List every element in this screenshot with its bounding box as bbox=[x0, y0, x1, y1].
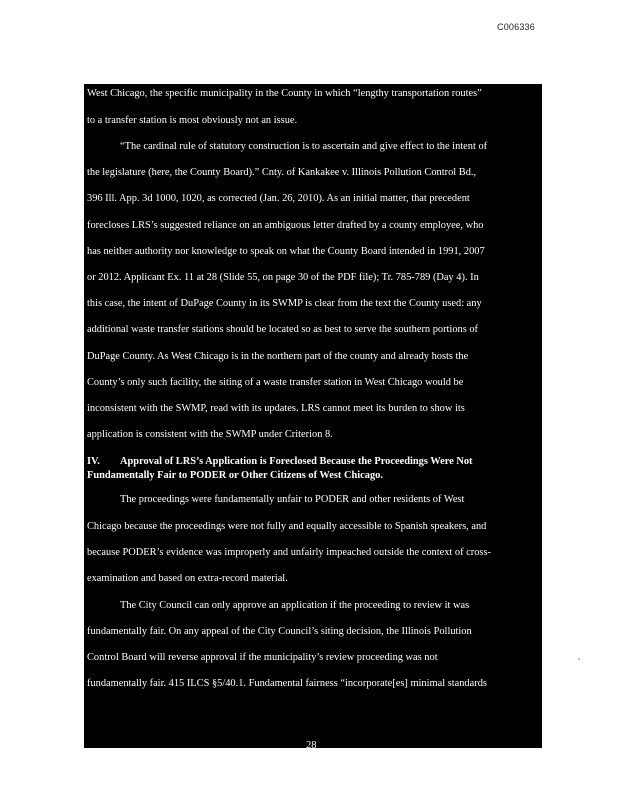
body-line: the legislature (here, the County Board).” Cnty. of Kankakee v. Illinois Pollution Control Bd., bbox=[87, 167, 477, 178]
body-line: inconsistent with the SWMP, read with its updates. LRS cannot meet its burden to show its bbox=[87, 403, 465, 414]
body-line: fundamentally fair. On any appeal of the City Council’s siting decision, the Illinois Pollution bbox=[87, 626, 472, 637]
body-line: County’s only such facility, the siting of a waste transfer station in West Chicago would be bbox=[87, 377, 464, 388]
body-line: Control Board will reverse approval if the municipality’s review proceeding was not bbox=[87, 652, 438, 663]
body-line: fundamentally fair. 415 ILCS §5/40.1. Fundamental fairness “incorporate[es] minimal standards bbox=[87, 678, 487, 689]
body-line: 396 Ill. App. 3d 1000, 1020, as corrected (Jan. 26, 2010). As an initial matter, that precedent bbox=[87, 193, 470, 204]
body-line: West Chicago, the specific municipality in the County in which “lengthy transportation routes” bbox=[87, 88, 482, 99]
document-control-number: C006336 bbox=[497, 22, 535, 32]
body-line: additional waste transfer stations should be located so as best to serve the southern portions of bbox=[87, 324, 479, 335]
page-number: 28 bbox=[306, 740, 317, 748]
body-line: The proceedings were fundamentally unfair to PODER and other residents of West bbox=[120, 494, 465, 505]
body-line: “The cardinal rule of statutory construction is to ascertain and give effect to the intent of bbox=[120, 141, 488, 152]
body-line: The City Council can only approve an application if the proceeding to review it was bbox=[120, 600, 470, 611]
body-line: Chicago because the proceedings were not fully and equally accessible to Spanish speakers, and bbox=[87, 521, 487, 532]
body-line: examination and based on extra-record material. bbox=[87, 573, 288, 584]
section-heading-line1: Approval of LRS’s Application is Foreclosed Because the Proceedings Were Not bbox=[120, 456, 473, 467]
body-line: or 2012. Applicant Ex. 11 at 28 (Slide 55, on page 30 of the PDF file); Tr. 785-789 (Day 4). In bbox=[87, 272, 479, 283]
section-heading bbox=[87, 456, 473, 467]
body-line: because PODER’s evidence was improperly and unfairly impeached outside the context of cross- bbox=[87, 547, 491, 558]
body-line: application is consistent with the SWMP under Criterion 8. bbox=[87, 429, 333, 440]
scan-speck bbox=[578, 658, 580, 660]
body-line: this case, the intent of DuPage County in its SWMP is clear from the text the County used: any bbox=[87, 298, 482, 309]
section-heading-line2: Fundamentally Fair to PODER or Other Citizens of West Chicago. bbox=[87, 470, 383, 481]
section-number: IV. bbox=[87, 456, 100, 467]
body-line: forecloses LRS’s suggested reliance on an ambiguous letter drafted by a county employee, who bbox=[87, 220, 484, 231]
document-body bbox=[84, 84, 542, 748]
body-line: to a transfer station is most obviously not an issue. bbox=[87, 115, 298, 126]
body-line: DuPage County. As West Chicago is in the northern part of the county and already hosts the bbox=[87, 351, 469, 362]
body-line: has neither authority nor knowledge to speak on what the County Board intended in 1991, 2007 bbox=[87, 246, 485, 257]
